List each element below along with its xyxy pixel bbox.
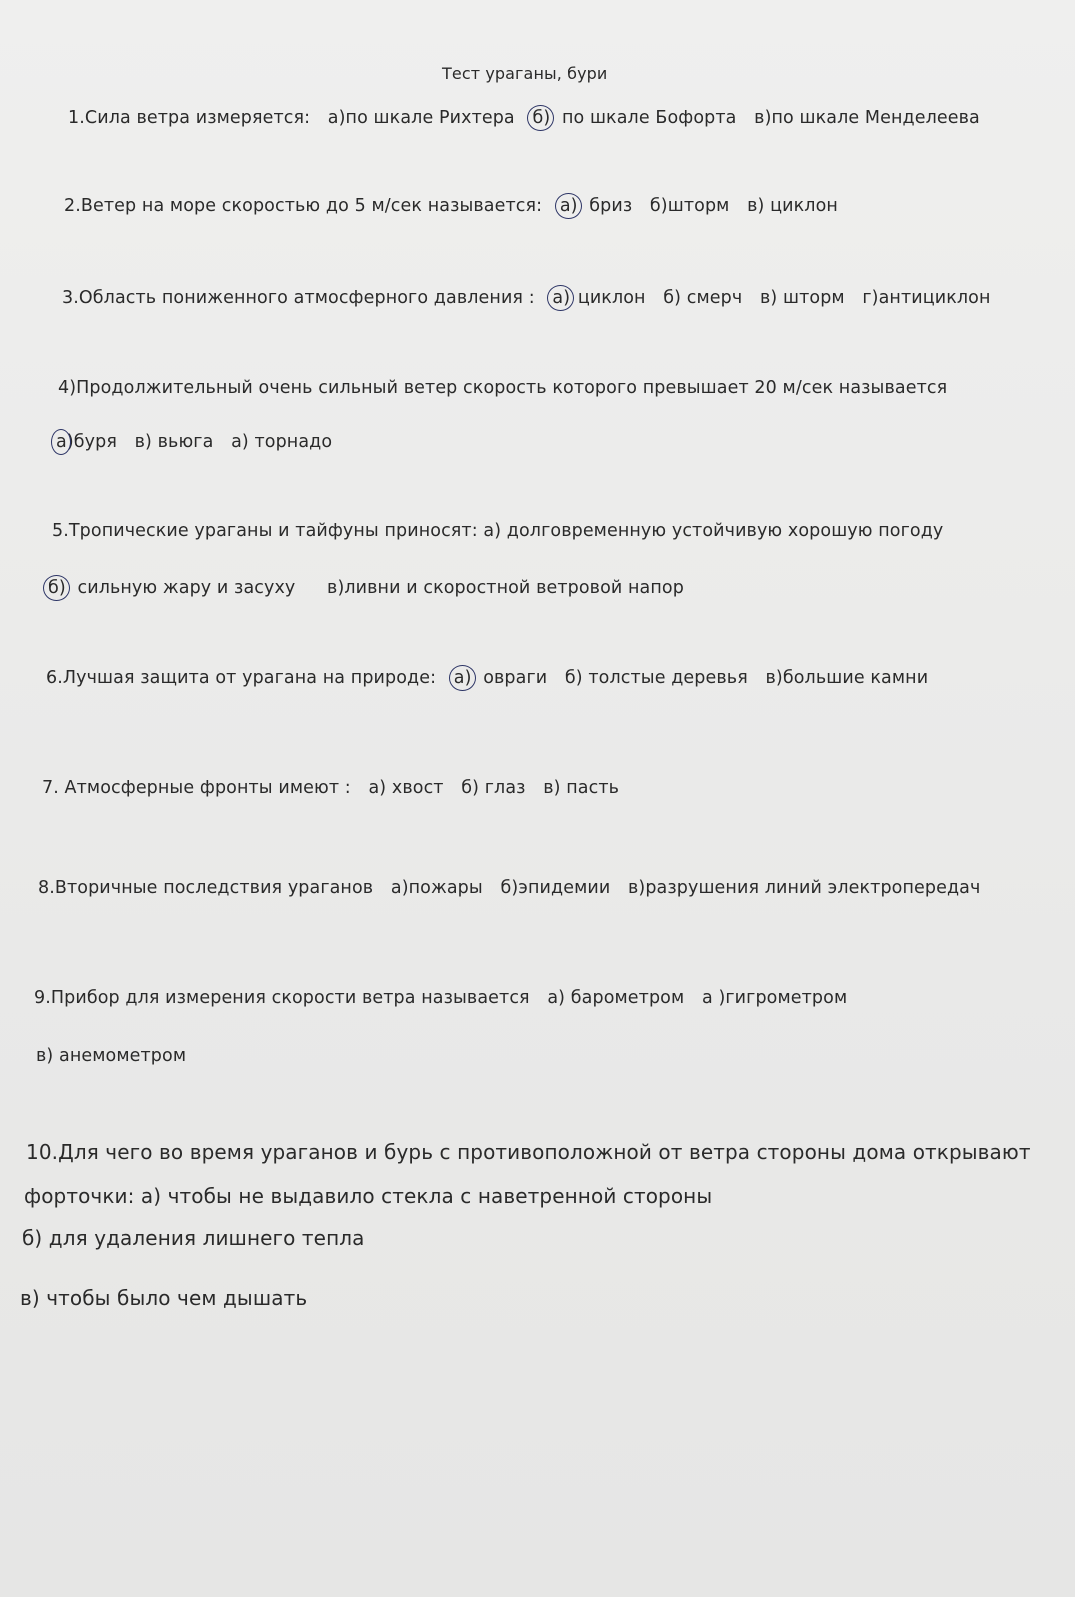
question-4: 4)Продолжительный очень сильный ветер скорость которого превышает 20 м/сек называется bbox=[58, 378, 948, 398]
question-5: 5.Тропические ураганы и тайфуны приносят: а) долговременную устойчивую хорошую погоду bbox=[52, 521, 944, 541]
q2-option-c: в) циклон bbox=[747, 196, 838, 216]
question-6 bbox=[46, 668, 940, 688]
question-1-text: 1.Сила ветра измеряется: bbox=[68, 108, 311, 128]
question-2 bbox=[64, 196, 850, 216]
question-10-line-1: 10.Для чего во время ураганов и бурь с противоположной от ветра стороны дома открывают bbox=[26, 1140, 1031, 1164]
q9-option-a: а) барометром bbox=[547, 988, 685, 1008]
q3-option-b: б) смерч bbox=[663, 288, 743, 308]
q4-option-a: )буря bbox=[66, 432, 117, 452]
q7-option-b: б) глаз bbox=[461, 778, 526, 798]
question-2-text: 2.Ветер на море скоростью до 5 м/сек называется: bbox=[64, 196, 543, 216]
q1-option-b-mark: б) bbox=[532, 108, 551, 128]
page-title: Тест ураганы, бури bbox=[442, 64, 608, 83]
q5-option-b: сильную жару и засуху bbox=[77, 578, 296, 598]
q4-option-b: в) вьюга bbox=[134, 432, 214, 452]
q6-option-a-mark: а) bbox=[453, 668, 472, 688]
question-1 bbox=[68, 108, 992, 128]
q7-option-c: в) пасть bbox=[543, 778, 620, 798]
question-4-options bbox=[56, 432, 344, 452]
q3-option-a-mark: а) bbox=[552, 288, 571, 308]
q1-option-b: по шкале Бофорта bbox=[561, 108, 737, 128]
q5-option-b-mark: б) bbox=[48, 578, 66, 598]
question-9-text: 9.Прибор для измерения скорости ветра называется bbox=[34, 988, 530, 1008]
question-3 bbox=[62, 288, 1003, 308]
question-10-line-2: форточки: а) чтобы не выдавило стекла с наветренной стороны bbox=[24, 1184, 713, 1208]
q2-option-a: бриз bbox=[589, 196, 633, 216]
q1-option-c: в)по шкале Менделеева bbox=[754, 108, 980, 128]
q6-option-a: овраги bbox=[483, 668, 548, 688]
q3-option-d: г)антициклон bbox=[862, 288, 991, 308]
q8-option-b: б)эпидемии bbox=[500, 878, 611, 898]
q3-option-a: циклон bbox=[577, 288, 646, 308]
question-9 bbox=[34, 988, 859, 1008]
q5-option-c: в)ливни и скоростной ветровой напор bbox=[327, 578, 684, 598]
q4-option-a-mark: а bbox=[56, 432, 67, 452]
question-7 bbox=[42, 778, 631, 798]
q3-option-c: в) шторм bbox=[759, 288, 845, 308]
question-7-text: 7. Атмосферные фронты имеют : bbox=[42, 778, 351, 798]
q4-option-c: а) торнадо bbox=[231, 432, 333, 452]
q9-option-b: а )гигрометром bbox=[701, 988, 848, 1008]
q1-option-a: а)по шкале Рихтера bbox=[327, 108, 515, 128]
q6-option-c: в)большие камни bbox=[765, 668, 929, 688]
question-5-options bbox=[48, 578, 696, 598]
q9-option-c: в) анемометром bbox=[36, 1046, 187, 1066]
question-8-text: 8.Вторичные последствия ураганов bbox=[38, 878, 374, 898]
q2-option-a-mark: а) bbox=[559, 196, 578, 216]
question-3-text: 3.Область пониженного атмосферного давления : bbox=[62, 288, 535, 308]
q8-option-a: а)пожары bbox=[390, 878, 483, 898]
question-6-text: 6.Лучшая защита от урагана на природе: bbox=[46, 668, 437, 688]
q7-option-a: а) хвост bbox=[368, 778, 444, 798]
q6-option-b: б) толстые деревья bbox=[564, 668, 748, 688]
q10-option-b: б) для удаления лишнего тепла bbox=[22, 1226, 365, 1250]
question-8 bbox=[38, 878, 992, 898]
q8-option-c: в)разрушения линий электропередач bbox=[628, 878, 981, 898]
q10-option-c: в) чтобы было чем дышать bbox=[20, 1286, 308, 1310]
q2-option-b: б)шторм bbox=[649, 196, 730, 216]
